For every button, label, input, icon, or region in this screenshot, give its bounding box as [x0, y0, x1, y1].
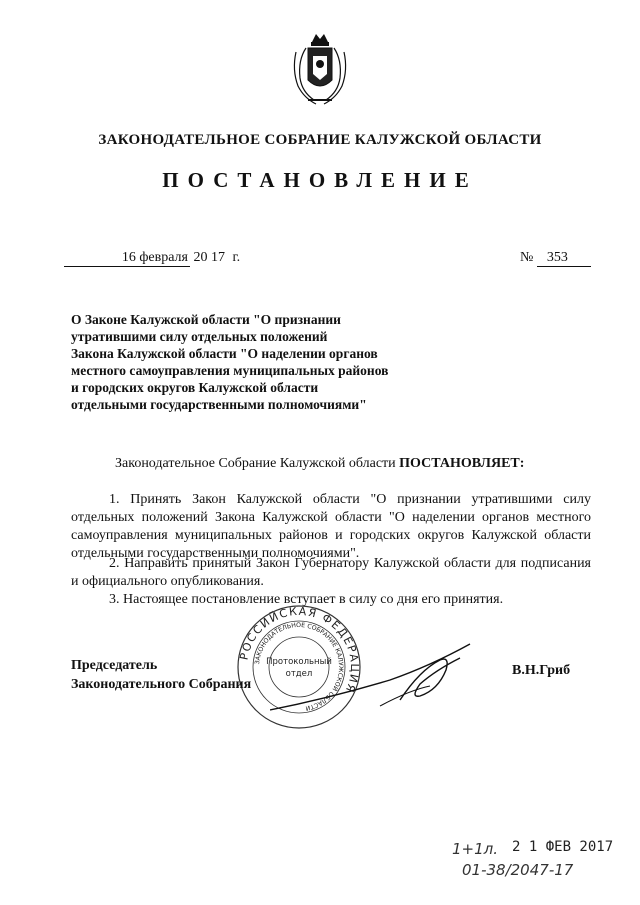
- preamble: [115, 456, 524, 472]
- date-day-month: 16 февраля: [64, 250, 190, 267]
- subject-line: Закона Калужской области "О наделении органов: [71, 346, 378, 361]
- preamble-resolves: ПОСТАНОВЛЯЕТ:: [399, 456, 525, 471]
- subject-line: и городских округов Калужской области: [71, 380, 319, 395]
- stamp-outer-text: РОССИЙСКАЯ ФЕДЕРАЦИЯ: [237, 604, 362, 696]
- date-year-suffix: 17: [211, 250, 225, 265]
- document-subject: [71, 311, 431, 413]
- stamp-center-line2: отдел: [285, 669, 313, 679]
- date-unit: г.: [232, 250, 241, 265]
- coat-of-arms-emblem: [286, 30, 354, 110]
- stamp-inner-text: ЗАКОНОДАТЕЛЬНОЕ СОБРАНИЕ КАЛУЖСКОЙ ОБЛАСТИ: [254, 621, 345, 712]
- document-type-heading: ПОСТАНОВЛЕНИЕ: [162, 168, 478, 192]
- signer-title-line2: Законодательного Собрания: [71, 677, 252, 692]
- resolution-item: [71, 555, 591, 591]
- resolution-item-text: 1. Принять Закон Калужской области "О признании утратившими силу отдельных положений Закона Калужской области "О наделении органов местного самоуправления муниципальных районов и городских округов Калужской области отдельными государственными полномочиями".: [71, 492, 591, 561]
- resolution-item-text: 3. Настоящее постановление вступает в силу со дня его принятия.: [109, 592, 504, 607]
- number-label: №: [520, 250, 534, 265]
- subject-line: местного самоуправления муниципальных районов: [71, 363, 389, 378]
- document-number: [520, 250, 591, 267]
- subject-line: утратившими силу отдельных положений: [71, 329, 328, 344]
- subject-line: отдельными государственными полномочиями": [71, 397, 367, 412]
- date-year-prefix: 20: [193, 250, 208, 265]
- number-value: 353: [537, 250, 591, 267]
- registration-date-stamp: 2 1 ФЕВ 2017: [512, 839, 614, 855]
- resolution-item: [71, 491, 591, 563]
- preamble-text: Законодательное Собрание Калужской области: [115, 456, 396, 471]
- signer-title-line1: Председатель: [71, 658, 158, 673]
- organization-title: ЗАКОНОДАТЕЛЬНОЕ СОБРАНИЕ КАЛУЖСКОЙ ОБЛАСТИ: [98, 132, 542, 148]
- resolution-item-text: 2. Направить принятый Закон Губернатору Калужской области для подписания и официального опубликования.: [71, 556, 591, 589]
- subject-line: О Законе Калужской области "О признании: [71, 312, 341, 327]
- handwritten-page-count: 1+1л.: [452, 840, 499, 858]
- handwritten-signature: [270, 640, 480, 725]
- signer-position: [71, 656, 251, 694]
- signer-name: В.Н.Гриб: [512, 663, 571, 678]
- handwritten-registration-number: 01-38/2047-17: [462, 861, 574, 879]
- document-date: [64, 250, 240, 267]
- stamp-center-line1: Протокольный: [266, 657, 332, 667]
